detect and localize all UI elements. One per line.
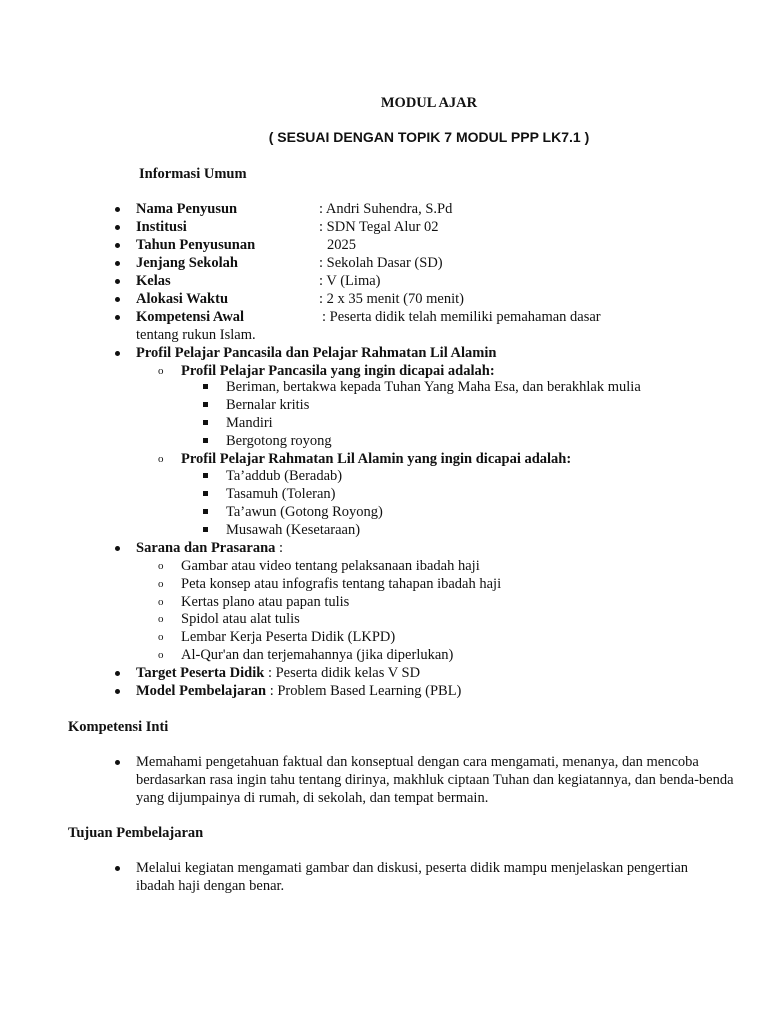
info-label: Nama Penyusun [136, 201, 238, 217]
bullet-icon [115, 207, 120, 212]
list-item: Spidol atau alat tulis [181, 611, 300, 627]
info-value: : Sekolah Dasar (SD) [319, 255, 443, 271]
square-bullet-icon [203, 438, 208, 443]
info-value: : Andri Suhendra, S.Pd [319, 201, 453, 217]
profil-heading: Profil Pelajar Pancasila dan Pelajar Rahmatan Lil Alamin [136, 345, 497, 361]
list-item: Bergotong royong [226, 433, 332, 449]
bullet-icon [115, 279, 120, 284]
circle-bullet-icon: o [158, 613, 164, 625]
bullet-icon [115, 315, 120, 320]
circle-bullet-icon: o [158, 631, 164, 643]
model-text: Model Pembelajaran : Problem Based Learning (PBL) [136, 683, 462, 699]
bullet-icon [115, 351, 120, 356]
list-item: Lembar Kerja Peserta Didik (LKPD) [181, 629, 396, 645]
list-item: Beriman, bertakwa kepada Tuhan Yang Maha Esa, dan berakhlak mulia [226, 379, 641, 395]
sarana-heading: Sarana dan Prasarana : [136, 540, 284, 556]
square-bullet-icon [203, 491, 208, 496]
circle-bullet-icon: o [158, 365, 164, 377]
list-item: Bernalar kritis [226, 397, 310, 413]
circle-bullet-icon: o [158, 649, 164, 661]
circle-bullet-icon: o [158, 578, 164, 590]
bullet-icon [115, 671, 120, 676]
list-item: Al-Qur'an dan terjemahannya (jika diperlukan) [181, 647, 454, 663]
square-bullet-icon [203, 402, 208, 407]
target-text: Target Peserta Didik : Peserta didik kelas V SD [136, 665, 421, 681]
info-value: : V (Lima) [319, 273, 381, 289]
square-bullet-icon [203, 509, 208, 514]
info-label: Kompetensi Awal [136, 309, 245, 325]
list-item: Peta konsep atau infografis tentang tahapan ibadah haji [181, 576, 502, 592]
info-heading: Informasi Umum [139, 166, 247, 182]
square-bullet-icon [203, 473, 208, 478]
info-value: : SDN Tegal Alur 02 [319, 219, 439, 235]
info-value-continuation: tentang rukun Islam. [136, 327, 256, 343]
bullet-icon [115, 225, 120, 230]
paragraph-line: ibadah haji dengan benar. [136, 878, 285, 894]
paragraph-line: yang dijumpainya di rumah, di sekolah, dan tempat bermain. [136, 790, 489, 806]
bullet-icon [115, 243, 120, 248]
circle-bullet-icon: o [158, 560, 164, 572]
paragraph-line: berdasarkan rasa ingin tahu tentang dirinya, makhluk ciptaan Tuhan dan kegiatannya, dan benda-benda [136, 772, 734, 788]
list-item: Tasamuh (Toleran) [226, 486, 336, 502]
info-value: 2025 [327, 237, 356, 253]
list-item: Ta’addub (Beradab) [226, 468, 343, 484]
info-value: : 2 x 35 menit (70 menit) [319, 291, 464, 307]
list-item: Gambar atau video tentang pelaksanaan ibadah haji [181, 558, 480, 574]
info-label: Tahun Penyusunan [136, 237, 256, 253]
bullet-icon [115, 866, 120, 871]
square-bullet-icon [203, 527, 208, 532]
bullet-icon [115, 546, 120, 551]
document-title: MODUL AJAR [380, 95, 478, 111]
list-item: Musawah (Kesetaraan) [226, 522, 361, 538]
list-item: Mandiri [226, 415, 273, 431]
kompetensi-inti-heading: Kompetensi Inti [68, 719, 169, 735]
info-label: Kelas [136, 273, 171, 289]
info-value: : Peserta didik telah memiliki pemahaman dasar [322, 309, 601, 325]
square-bullet-icon [203, 384, 208, 389]
tujuan-heading: Tujuan Pembelajaran [68, 825, 204, 841]
list-item: Ta’awun (Gotong Royong) [226, 504, 383, 520]
info-label: Institusi [136, 219, 187, 235]
list-item: Kertas plano atau papan tulis [181, 594, 350, 610]
bullet-icon [115, 760, 120, 765]
rahmatan-heading: Profil Pelajar Rahmatan Lil Alamin yang ingin dicapai adalah: [181, 451, 572, 467]
paragraph-line: Memahami pengetahuan faktual dan konseptual dengan cara mengamati, menanya, dan mencoba [136, 754, 699, 770]
info-label: Jenjang Sekolah [136, 255, 238, 271]
pancasila-heading: Profil Pelajar Pancasila yang ingin dicapai adalah: [181, 363, 495, 379]
circle-bullet-icon: o [158, 596, 164, 608]
square-bullet-icon [203, 420, 208, 425]
info-label: Alokasi Waktu [136, 291, 229, 307]
document-subtitle: ( SESUAI DENGAN TOPIK 7 MODUL PPP LK7.1 ) [268, 129, 590, 145]
bullet-icon [115, 261, 120, 266]
bullet-icon [115, 689, 120, 694]
circle-bullet-icon: o [158, 453, 164, 465]
bullet-icon [115, 297, 120, 302]
paragraph-line: Melalui kegiatan mengamati gambar dan diskusi, peserta didik mampu menjelaskan pengertian [136, 860, 689, 876]
